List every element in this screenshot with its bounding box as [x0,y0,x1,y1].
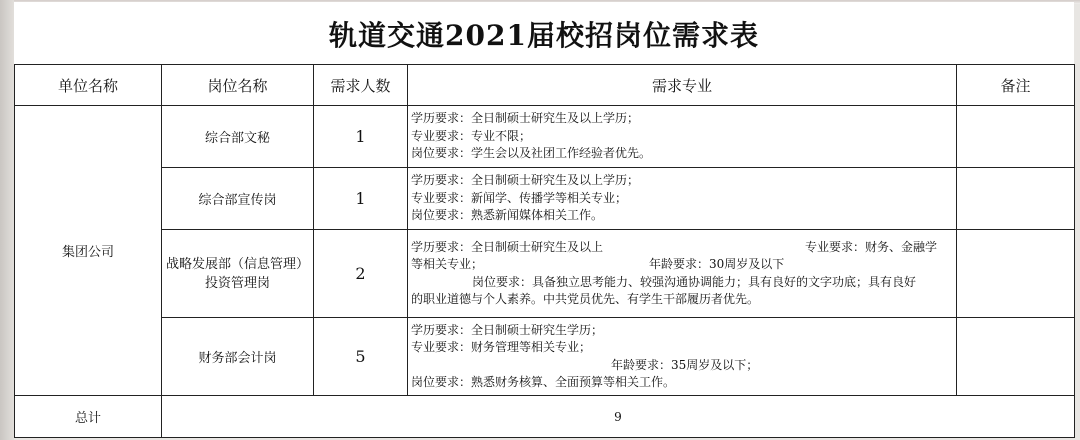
table-row [15,106,1075,168]
requirement-line: 专业要求：新闻学、传播学等相关专业； [411,190,628,205]
position-cell: 财务部会计岗 [162,318,314,396]
requirement-cell [408,230,957,318]
count-cell: 5 [314,318,408,396]
requirement-segment: 年龄要求：30周岁及以下 [649,257,785,271]
requirement-segment: 专业要求：财务、金融学 [805,239,938,254]
requirements-table [14,64,1075,438]
requirement-cell [408,168,957,230]
table-row [15,168,1075,230]
requirement-line [411,357,956,375]
position-line: 投资管理岗 [204,275,270,291]
remark-cell [957,318,1075,396]
header-major: 需求专业 [408,65,957,106]
table-row [15,230,1075,318]
requirement-line: 岗位要求：熟悉新闻媒体相关工作。 [411,208,604,223]
requirement-cell [408,106,957,168]
total-label: 总计 [15,396,162,438]
remark-cell [957,230,1075,318]
header-count: 需求人数 [314,65,408,106]
requirement-line: 学历要求：全日制硕士研究生及以上学历； [411,111,640,126]
requirement-line: 岗位要求：熟悉财务核算、全面预算等相关工作。 [411,375,676,389]
requirement-line: 专业要求：财务管理等相关专业； [411,340,592,354]
requirement-line: 学历要求：全日制硕士研究生及以上学历； [411,173,640,188]
remark-cell [957,168,1075,230]
total-value: 9 [162,396,1075,438]
position-cell: 综合部宣传岗 [162,168,314,230]
position-cell [162,230,314,318]
header-position: 岗位名称 [162,65,314,106]
requirement-line: 学历要求：全日制硕士研究生学历； [411,322,604,337]
requirement-line: 岗位要求：学生会以及社团工作经验者优先。 [411,146,652,161]
page-title: 轨道交通2021届校招岗位需求表 [329,19,759,52]
page-left-edge [0,0,14,440]
position-line: 战略发展部（信息管理） [165,256,309,272]
requirement-line: 专业要求：专业不限； [411,128,532,143]
requirement-segment: 年龄要求：35周岁及以下； [611,357,759,372]
requirement-line [411,274,956,292]
count-cell: 1 [314,168,408,230]
unit-name-cell: 集团公司 [15,106,162,396]
position-cell: 综合部文秘 [162,106,314,168]
header-remark: 备注 [957,65,1075,106]
requirement-line: 的职业道德与个人素养。中共党员优先、有学生干部履历者优先。 [411,292,760,306]
requirement-line [411,239,956,257]
requirement-segment: 等相关专业； [411,257,484,271]
requirement-segment: 岗位要求：具备独立思考能力、较强沟通协调能力；具有良好的文字功底；具有良好 [472,274,917,289]
requirement-segment: 学历要求：全日制硕士研究生及以上 [411,239,604,254]
table-row [15,318,1075,396]
header-unit: 单位名称 [15,65,162,106]
requirement-cell [408,318,957,396]
requirement-line [411,256,956,274]
count-cell: 1 [314,106,408,168]
count-cell: 2 [314,230,408,318]
remark-cell [957,106,1075,168]
total-row [15,396,1075,438]
header-row [15,65,1075,106]
